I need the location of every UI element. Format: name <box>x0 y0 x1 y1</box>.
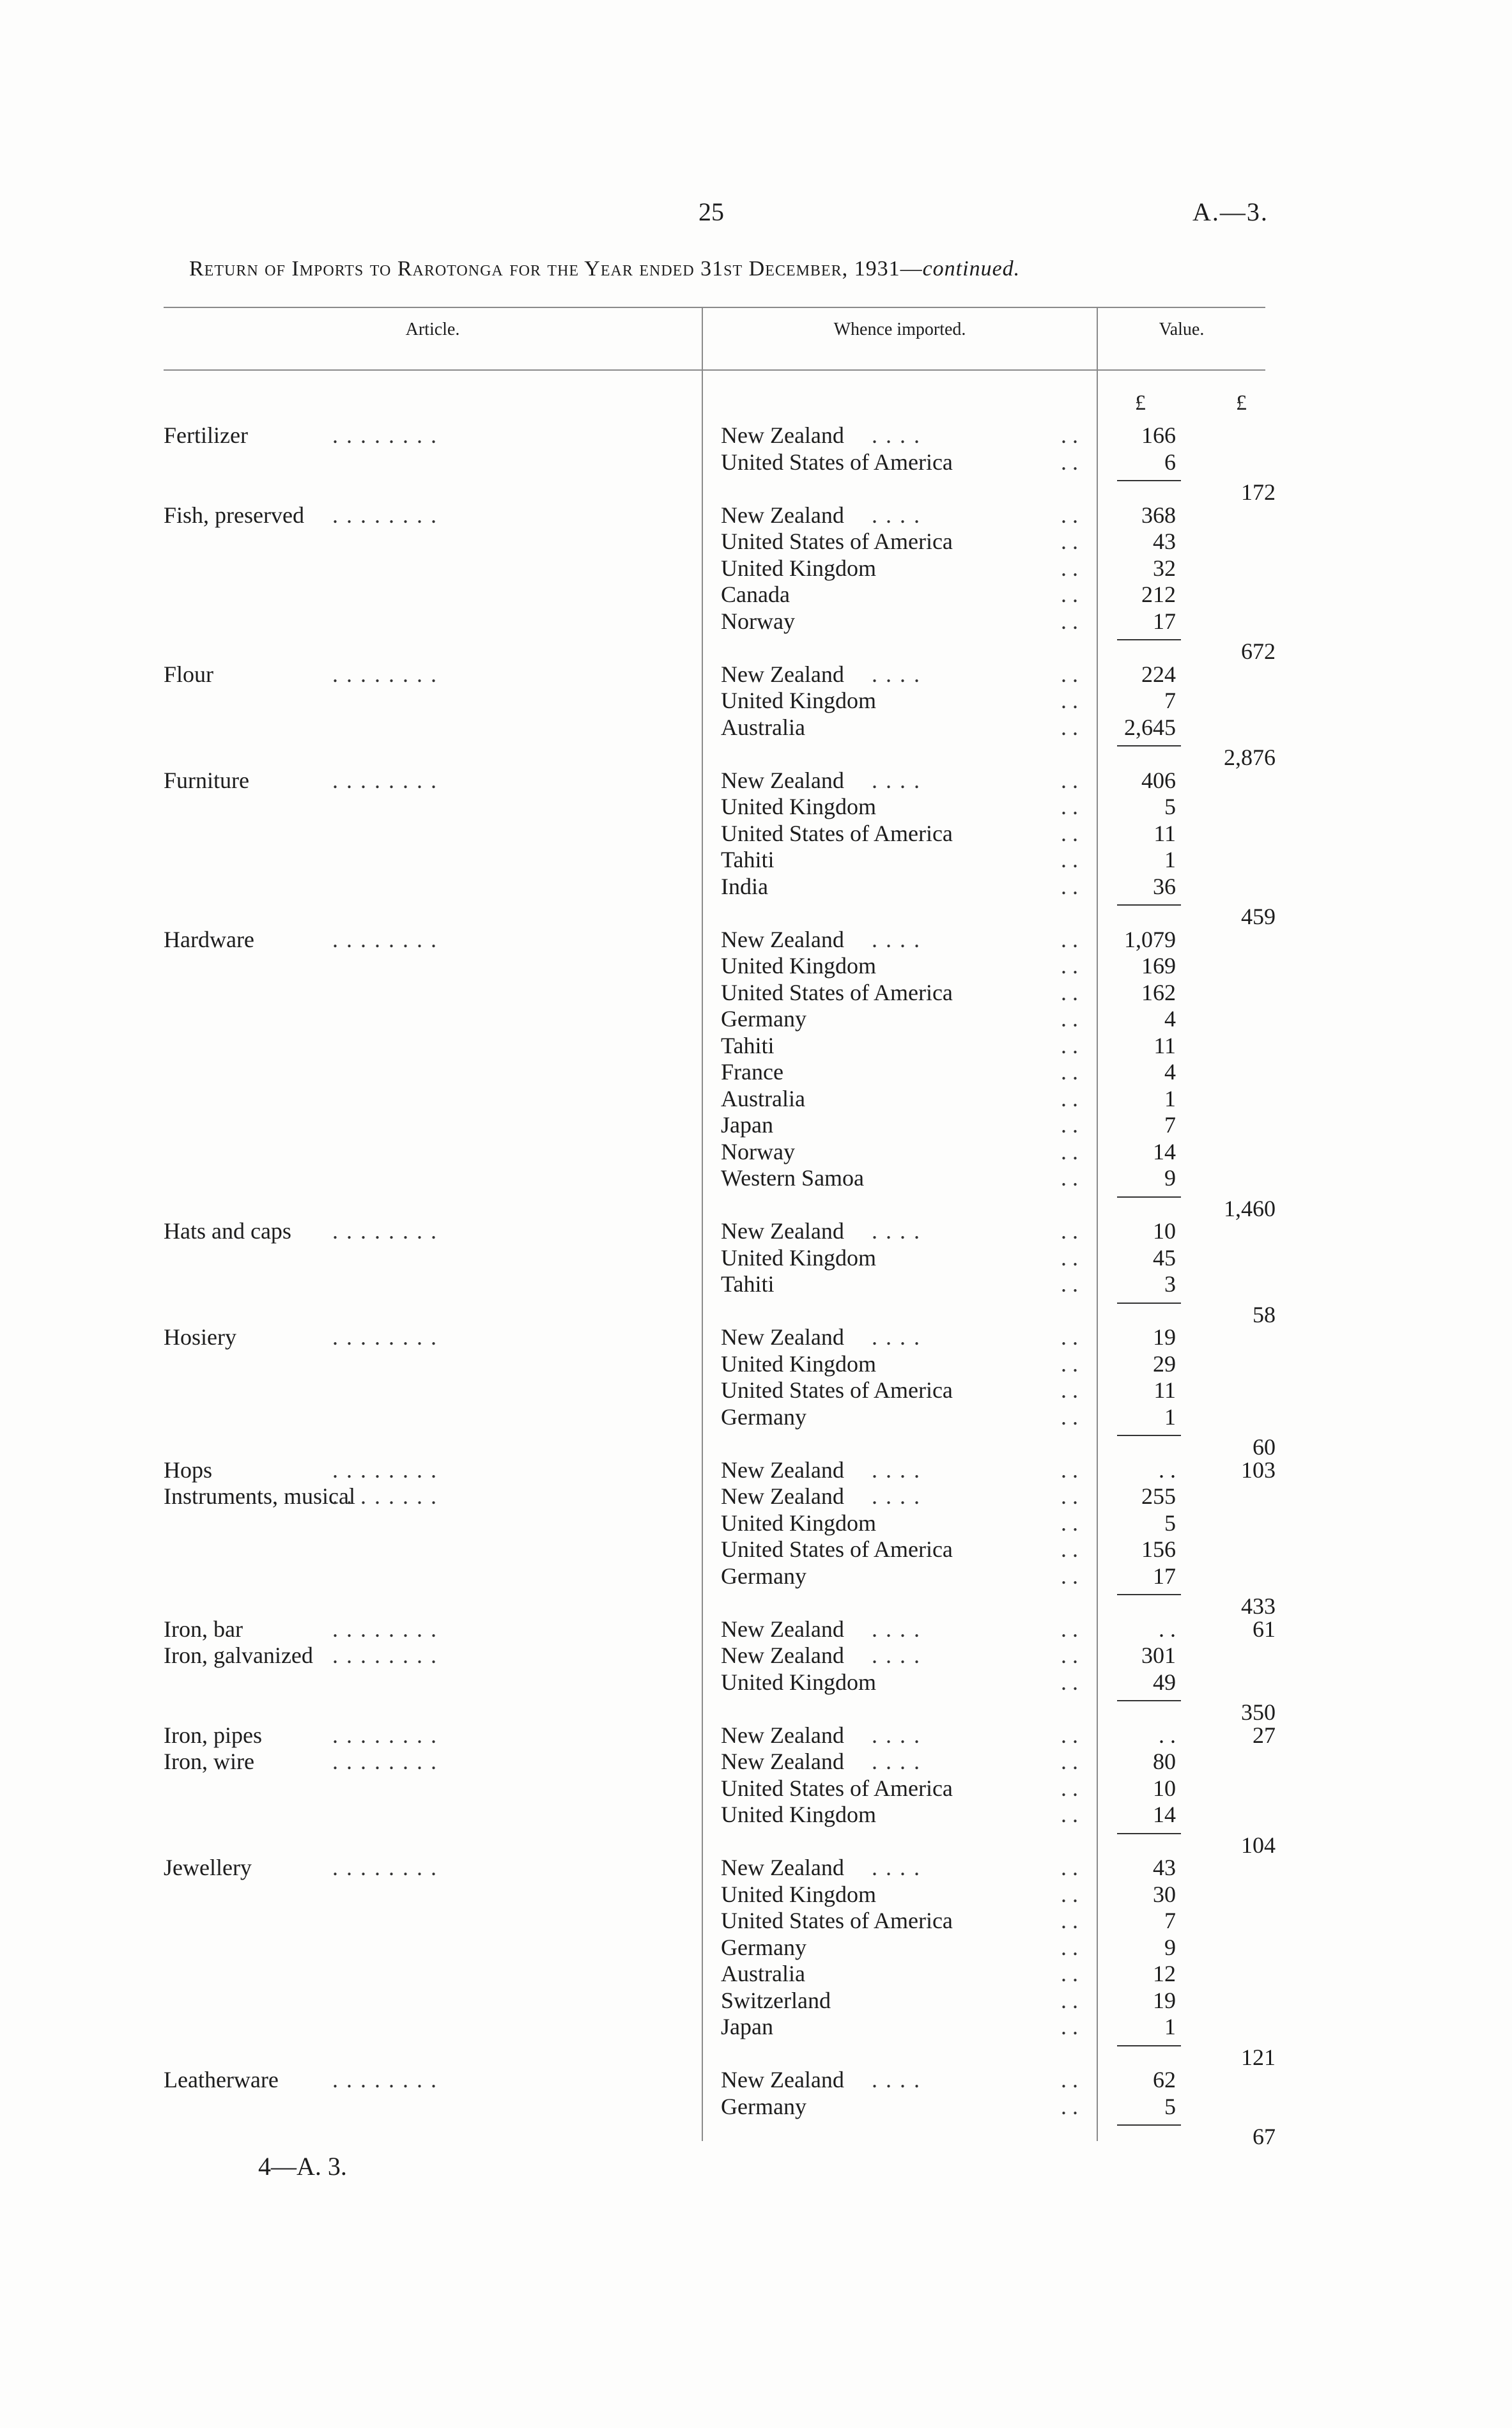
import-value: 3 <box>1164 1271 1176 1297</box>
table-row <box>0 1536 1512 1563</box>
table-title <box>189 257 1263 281</box>
leader-dots: . . <box>1061 820 1078 846</box>
leader-dots: . . <box>1061 1324 1078 1350</box>
leader-dots: . . <box>1061 1802 1078 1827</box>
import-value: 80 <box>1153 1749 1176 1774</box>
import-value: 12 <box>1153 1961 1176 1986</box>
leader-dots: . . <box>1061 1403 1078 1430</box>
leader-dots: . . <box>1061 1749 1078 1774</box>
import-value: 6 <box>1164 449 1176 475</box>
import-value: 11 <box>1153 820 1176 846</box>
import-value: . . <box>1159 1722 1176 1748</box>
country-name: Norway <box>721 608 795 634</box>
leader-dots: . . . . <box>872 422 921 448</box>
table-row <box>0 502 1512 529</box>
country-name: Norway <box>721 1138 795 1164</box>
leader-dots: . . <box>1061 1032 1078 1058</box>
leader-dots: . . <box>1061 529 1078 554</box>
article-total: 1,460 <box>1224 1195 1276 1221</box>
leader-dots: . . . . . . . . <box>332 1324 438 1350</box>
table-row <box>0 581 1512 608</box>
leader-dots: . . . . <box>872 1722 921 1748</box>
country-name: United Kingdom <box>721 794 876 819</box>
country-name: Australia <box>721 1961 805 1986</box>
leader-dots: . . <box>1061 1616 1078 1642</box>
table-row <box>0 1642 1512 1669</box>
table-row <box>0 979 1512 1006</box>
document-reference: A.—3. <box>1192 197 1269 226</box>
currency-symbol-total: £ <box>1236 391 1247 415</box>
country-name: United States of America <box>721 449 953 475</box>
import-value: 301 <box>1141 1643 1176 1668</box>
article-name: Leatherware <box>164 2067 279 2092</box>
table-row <box>0 2013 1512 2040</box>
import-value: 5 <box>1164 2093 1176 2119</box>
country-name: New Zealand <box>721 767 844 793</box>
article-name: Jewellery <box>164 1855 252 1880</box>
country-name: Tahiti <box>721 1032 775 1058</box>
article-total: 2,876 <box>1224 745 1276 770</box>
country-name: Japan <box>721 1112 773 1138</box>
leader-dots: . . <box>1061 1350 1078 1377</box>
leader-dots: . . <box>1061 714 1078 740</box>
import-value: 1 <box>1164 847 1176 872</box>
import-value: . . <box>1159 1457 1176 1483</box>
import-value: 32 <box>1153 555 1176 581</box>
leader-dots: . . <box>1061 1218 1078 1244</box>
leader-dots: . . <box>1061 2093 1078 2119</box>
leader-dots: . . <box>1061 1457 1078 1483</box>
country-name: United States of America <box>721 1377 953 1403</box>
table-row <box>0 952 1512 979</box>
country-name: United Kingdom <box>721 688 876 713</box>
import-value: 43 <box>1153 1855 1176 1880</box>
leader-dots: . . . . <box>872 1749 921 1774</box>
currency-symbol-value: £ <box>1135 391 1146 415</box>
import-value: 162 <box>1141 979 1176 1005</box>
country-name: Tahiti <box>721 847 775 872</box>
article-total: 350 <box>1241 1699 1276 1725</box>
table-row <box>0 793 1512 820</box>
article-name: Fertilizer <box>164 422 248 448</box>
table-row <box>0 555 1512 582</box>
column-header-article: Article. <box>405 320 460 339</box>
import-value: 4 <box>1164 1006 1176 1032</box>
import-value: 10 <box>1153 1218 1176 1244</box>
article-total: 121 <box>1241 2044 1276 2070</box>
table-row <box>0 1164 1512 1191</box>
import-value: 169 <box>1141 953 1176 978</box>
leader-dots: . . <box>1061 873 1078 899</box>
country-name: New Zealand <box>721 926 844 952</box>
import-value: 7 <box>1164 1112 1176 1138</box>
table-row <box>0 1457 1512 1483</box>
leader-dots: . . <box>1061 502 1078 528</box>
table-row <box>0 1563 1512 1589</box>
country-name: Germany <box>721 1563 806 1589</box>
country-name: United Kingdom <box>721 1244 876 1271</box>
table-row <box>0 422 1512 449</box>
table-row <box>0 714 1512 741</box>
country-name: Australia <box>721 1085 805 1111</box>
article-total: 172 <box>1241 479 1276 505</box>
import-value: 17 <box>1153 608 1176 634</box>
leader-dots: . . <box>1061 2014 1078 2039</box>
country-name: United Kingdom <box>721 1669 876 1695</box>
country-name: Germany <box>721 1006 806 1032</box>
country-name: Tahiti <box>721 1271 775 1297</box>
import-value: 10 <box>1153 1775 1176 1801</box>
table-row <box>0 1775 1512 1802</box>
import-value: 212 <box>1141 582 1176 607</box>
import-value: 7 <box>1164 688 1176 713</box>
article-total: 459 <box>1241 904 1276 929</box>
leader-dots: . . . . <box>872 1855 921 1880</box>
table-row <box>0 1218 1512 1244</box>
country-name: Canada <box>721 582 790 607</box>
leader-dots: . . <box>1061 1908 1078 1933</box>
import-value: 5 <box>1164 1510 1176 1536</box>
table-row <box>0 1907 1512 1934</box>
article-total: 27 <box>1253 1722 1276 1748</box>
import-value: 49 <box>1153 1669 1176 1695</box>
article-name: Fish, preserved <box>164 502 304 528</box>
leader-dots: . . . . . . . . <box>332 502 438 528</box>
import-value: 17 <box>1153 1563 1176 1589</box>
article-name: Hats and caps <box>164 1218 291 1244</box>
leader-dots: . . . . . . . . <box>332 1616 438 1642</box>
leader-dots: . . <box>1061 449 1078 475</box>
table-row <box>0 1244 1512 1271</box>
leader-dots: . . . . . . . . <box>332 767 438 793</box>
title-continued: continued. <box>922 257 1021 281</box>
leader-dots: . . <box>1061 661 1078 687</box>
country-name: New Zealand <box>721 1218 844 1244</box>
leader-dots: . . <box>1061 1138 1078 1164</box>
import-value: 1 <box>1164 1403 1176 1430</box>
leader-dots: . . <box>1061 953 1078 978</box>
leader-dots: . . . . <box>872 767 921 793</box>
country-name: United States of America <box>721 529 953 554</box>
leader-dots: . . <box>1061 1085 1078 1111</box>
leader-dots: . . <box>1061 1510 1078 1536</box>
leader-dots: . . . . . . . . <box>332 926 438 952</box>
leader-dots: . . <box>1061 847 1078 872</box>
import-value: 11 <box>1153 1032 1176 1058</box>
country-name: United Kingdom <box>721 1510 876 1536</box>
table-row <box>0 1854 1512 1881</box>
leader-dots: . . . . <box>872 1483 921 1509</box>
import-value: 14 <box>1153 1802 1176 1827</box>
table-row <box>0 528 1512 555</box>
import-value: 7 <box>1164 1908 1176 1933</box>
country-name: New Zealand <box>721 1722 844 1748</box>
country-name: New Zealand <box>721 1855 844 1880</box>
country-name: New Zealand <box>721 1324 844 1350</box>
table-row <box>0 2066 1512 2093</box>
leader-dots: . . <box>1061 1722 1078 1748</box>
table-row <box>0 449 1512 476</box>
leader-dots: . . . . <box>872 502 921 528</box>
article-name: Hardware <box>164 926 254 952</box>
table-row <box>0 1510 1512 1536</box>
leader-dots: . . <box>1061 767 1078 793</box>
table-row <box>0 1005 1512 1032</box>
import-value: 19 <box>1153 1987 1176 2013</box>
leader-dots: . . . . <box>872 2067 921 2092</box>
leader-dots: . . . . . . . . <box>332 1643 438 1668</box>
country-name: Germany <box>721 1934 806 1960</box>
table-row <box>0 926 1512 953</box>
article-total: 61 <box>1253 1616 1276 1642</box>
leader-dots: . . . . . . . . <box>332 661 438 687</box>
import-value: 62 <box>1153 2067 1176 2092</box>
table-row <box>0 1669 1512 1696</box>
country-name: New Zealand <box>721 661 844 687</box>
import-value: 2,645 <box>1124 714 1176 740</box>
import-value: 30 <box>1153 1881 1176 1907</box>
import-value: 224 <box>1141 661 1176 687</box>
leader-dots: . . <box>1061 1271 1078 1297</box>
leader-dots: . . . . <box>872 1643 921 1668</box>
footer-reference: 4—A. 3. <box>258 2152 347 2181</box>
import-value: 255 <box>1141 1483 1176 1509</box>
import-value: . . <box>1159 1616 1176 1642</box>
import-value: 29 <box>1153 1350 1176 1377</box>
import-value: 11 <box>1153 1377 1176 1403</box>
leader-dots: . . <box>1061 979 1078 1005</box>
leader-dots: . . <box>1061 1775 1078 1801</box>
import-value: 9 <box>1164 1934 1176 1960</box>
import-value: 19 <box>1153 1324 1176 1350</box>
leader-dots: . . . . . . . . <box>332 1855 438 1880</box>
table-row <box>0 1058 1512 1085</box>
table-row <box>0 1960 1512 1987</box>
table-row <box>0 873 1512 900</box>
table-row <box>0 1616 1512 1643</box>
table-row <box>0 767 1512 794</box>
country-name: United States of America <box>721 1908 953 1933</box>
table-row <box>0 1111 1512 1138</box>
country-name: United States of America <box>721 820 953 846</box>
header-bottom-rule <box>164 369 1265 371</box>
table-row <box>0 1271 1512 1297</box>
article-name: Iron, wire <box>164 1749 254 1774</box>
table-row <box>0 1350 1512 1377</box>
import-value: 43 <box>1153 529 1176 554</box>
table-row <box>0 1324 1512 1350</box>
table-row <box>0 687 1512 714</box>
table-row <box>0 1377 1512 1403</box>
leader-dots: . . . . <box>872 1324 921 1350</box>
leader-dots: . . <box>1061 582 1078 607</box>
table-row <box>0 820 1512 847</box>
leader-dots: . . <box>1061 422 1078 448</box>
country-name: New Zealand <box>721 1483 844 1509</box>
table-row <box>0 1748 1512 1775</box>
country-name: New Zealand <box>721 422 844 448</box>
leader-dots: . . <box>1061 1855 1078 1880</box>
page-number: 25 <box>698 197 724 226</box>
leader-dots: . . . . . . . . <box>332 2067 438 2092</box>
country-name: United Kingdom <box>721 1881 876 1907</box>
leader-dots: . . <box>1061 1987 1078 2013</box>
article-total: 104 <box>1241 1832 1276 1858</box>
leader-dots: . . . . . . . . <box>332 1749 438 1774</box>
country-name: New Zealand <box>721 1616 844 1642</box>
table-row <box>0 1881 1512 1908</box>
country-name: New Zealand <box>721 1749 844 1774</box>
article-name: Hops <box>164 1457 213 1483</box>
article-total: 672 <box>1241 638 1276 664</box>
leader-dots: . . <box>1061 688 1078 713</box>
article-name: Iron, pipes <box>164 1722 262 1748</box>
import-value: 406 <box>1141 767 1176 793</box>
leader-dots: . . <box>1061 1244 1078 1271</box>
leader-dots: . . . . <box>872 1616 921 1642</box>
leader-dots: . . <box>1061 1563 1078 1589</box>
article-name: Iron, bar <box>164 1616 243 1642</box>
table-row <box>0 1403 1512 1430</box>
leader-dots: . . . . <box>872 1457 921 1483</box>
leader-dots: . . <box>1061 1536 1078 1562</box>
leader-dots: . . . . <box>872 1218 921 1244</box>
import-value: 368 <box>1141 502 1176 528</box>
leader-dots: . . <box>1061 794 1078 819</box>
table-row <box>0 1483 1512 1510</box>
title-text: Return of Imports to Rarotonga for the Year ended 31st December, 1931— <box>189 257 923 281</box>
import-value: 1 <box>1164 1085 1176 1111</box>
table-row <box>0 1801 1512 1828</box>
table-row <box>0 1934 1512 1961</box>
table-row <box>0 1085 1512 1112</box>
country-name: United Kingdom <box>721 1802 876 1827</box>
leader-dots: . . . . . . . . <box>332 422 438 448</box>
country-name: New Zealand <box>721 1457 844 1483</box>
leader-dots: . . . . . . . . <box>332 1457 438 1483</box>
article-total: 60 <box>1253 1434 1276 1460</box>
country-name: Australia <box>721 714 805 740</box>
article-name: Hosiery <box>164 1324 236 1350</box>
article-total: 67 <box>1253 2124 1276 2149</box>
leader-dots: . . <box>1061 1006 1078 1032</box>
table-row <box>0 2093 1512 2120</box>
country-name: New Zealand <box>721 1643 844 1668</box>
leader-dots: . . <box>1061 608 1078 634</box>
leader-dots: . . <box>1061 1669 1078 1695</box>
country-name: New Zealand <box>721 502 844 528</box>
leader-dots: . . <box>1061 1059 1078 1085</box>
leader-dots: . . . . <box>872 661 921 687</box>
import-value: 14 <box>1153 1138 1176 1164</box>
header-top-rule <box>164 307 1265 308</box>
article-name: Flour <box>164 661 214 687</box>
total-row <box>0 2123 1512 2150</box>
country-name: France <box>721 1059 783 1085</box>
table-row <box>0 1138 1512 1165</box>
country-name: Germany <box>721 2093 806 2119</box>
country-name: Japan <box>721 2014 773 2039</box>
import-value: 166 <box>1141 422 1176 448</box>
table-row <box>0 1722 1512 1749</box>
leader-dots: . . <box>1061 1961 1078 1986</box>
table-row <box>0 846 1512 873</box>
leader-dots: . . . . . . . . <box>332 1722 438 1748</box>
country-name: United States of America <box>721 1536 953 1562</box>
column-header-value: Value. <box>1159 320 1205 339</box>
leader-dots: . . . . <box>872 926 921 952</box>
import-value: 5 <box>1164 794 1176 819</box>
import-value: 4 <box>1164 1059 1176 1085</box>
country-name: New Zealand <box>721 2067 844 2092</box>
article-name: Instruments, musical <box>164 1483 355 1509</box>
table-row <box>0 1032 1512 1059</box>
column-header-whence: Whence imported. <box>833 320 966 339</box>
country-name: Germany <box>721 1403 806 1430</box>
import-value: 45 <box>1153 1244 1176 1271</box>
article-total: 58 <box>1253 1301 1276 1327</box>
article-name: Iron, galvanized <box>164 1643 313 1668</box>
table-row <box>0 1987 1512 2014</box>
country-name: United Kingdom <box>721 1350 876 1377</box>
import-value: 36 <box>1153 873 1176 899</box>
country-name: India <box>721 873 768 899</box>
import-value: 156 <box>1141 1536 1176 1562</box>
leader-dots: . . . . . . . . <box>332 1483 438 1509</box>
country-name: Switzerland <box>721 1987 831 2013</box>
country-name: United States of America <box>721 979 953 1005</box>
import-value: 1,079 <box>1124 926 1176 952</box>
leader-dots: . . <box>1061 1643 1078 1668</box>
country-name: United Kingdom <box>721 555 876 581</box>
country-name: United Kingdom <box>721 953 876 978</box>
leader-dots: . . <box>1061 1377 1078 1403</box>
article-total: 433 <box>1241 1593 1276 1619</box>
article-total: 103 <box>1241 1457 1276 1483</box>
table-row <box>0 661 1512 688</box>
leader-dots: . . <box>1061 1165 1078 1191</box>
table-row <box>0 608 1512 635</box>
leader-dots: . . <box>1061 1483 1078 1509</box>
import-value: 9 <box>1164 1165 1176 1191</box>
country-name: Western Samoa <box>721 1165 865 1191</box>
leader-dots: . . <box>1061 1112 1078 1138</box>
leader-dots: . . <box>1061 926 1078 952</box>
leader-dots: . . <box>1061 2067 1078 2092</box>
import-value: 1 <box>1164 2014 1176 2039</box>
leader-dots: . . <box>1061 1881 1078 1907</box>
leader-dots: . . <box>1061 555 1078 581</box>
leader-dots: . . . . . . . . <box>332 1218 438 1244</box>
leader-dots: . . <box>1061 1934 1078 1960</box>
country-name: United States of America <box>721 1775 953 1801</box>
article-name: Furniture <box>164 767 249 793</box>
